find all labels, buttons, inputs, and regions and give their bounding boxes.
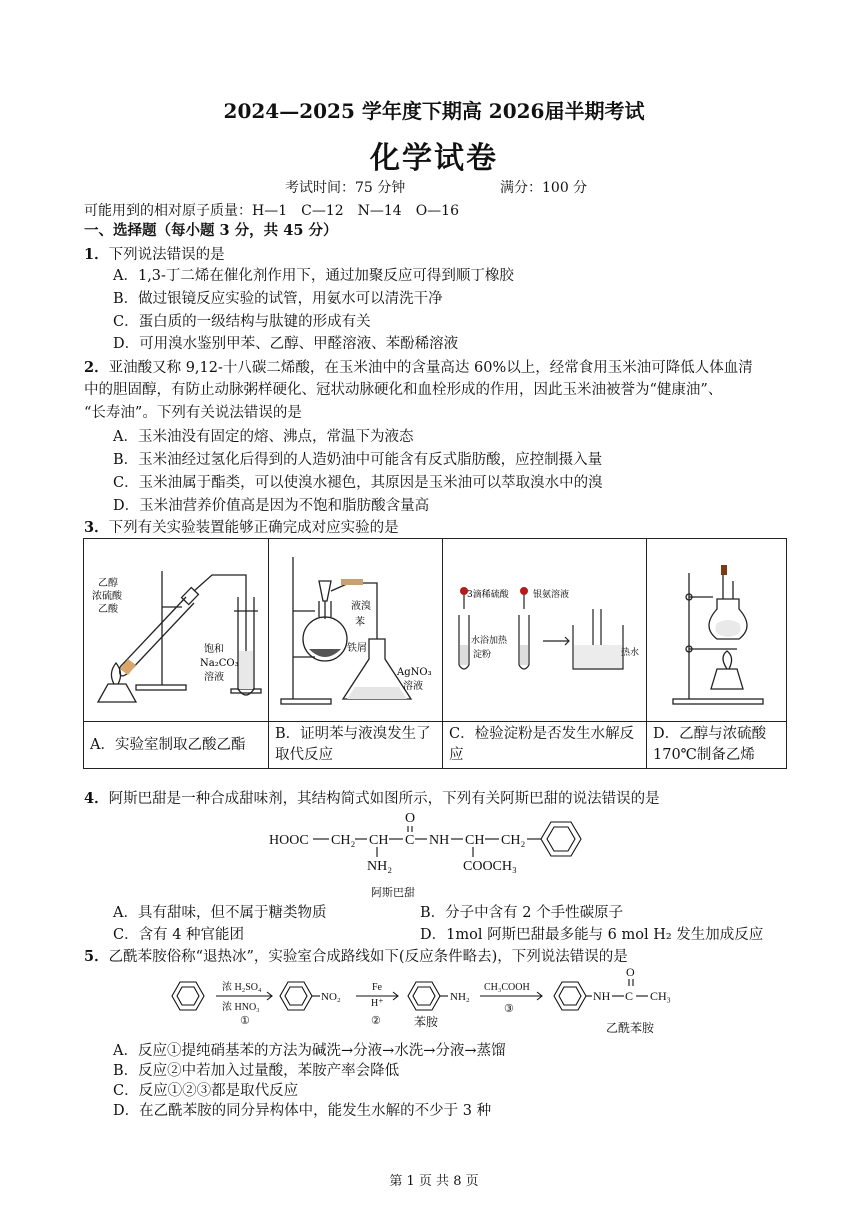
- bromination-apparatus-figure: [269, 539, 442, 721]
- question-stem: 下列说法错误的是: [108, 247, 225, 263]
- label: Na₂CO₃: [200, 658, 239, 669]
- q4-option-a: A．具有甜味，但不属于糖类物质: [113, 905, 327, 921]
- question-number: 1．: [84, 246, 109, 263]
- reagent: CH₃COOH: [484, 982, 530, 993]
- compound-name: 苯胺: [414, 1015, 439, 1029]
- label: 水浴加热: [471, 636, 508, 646]
- atom-nh2: NH₂: [367, 859, 393, 874]
- q1-option-a: A．1,3-丁二烯在催化剂作用下，通过加聚反应可得到顺丁橡胶: [113, 268, 514, 284]
- q4-option-d: D．1mol 阿斯巴甜最多能与 6 mol H₂ 发生加成反应: [420, 927, 764, 943]
- reagent: H⁺: [371, 998, 384, 1009]
- q2-option-d: D．玉米油营养价值高是因为不饱和脂肪酸含量高: [113, 498, 430, 514]
- compound-name: 乙酰苯胺: [606, 1021, 655, 1035]
- question-stem-line: 中的胆固醇，有防止动脉粥样硬化、冠状动脉硬化和血栓形成的作用，因此玉米油被誉为“健康油”、: [84, 382, 723, 398]
- label: 乙醇: [98, 578, 118, 589]
- group-nh: NH: [593, 989, 611, 1003]
- caption-a: A．实验室制取乙酸乙酯: [84, 722, 269, 769]
- label: 苯: [355, 617, 365, 628]
- question-stem: 乙酰苯胺俗称“退热冰”，实验室合成路线如下(反应条件略去)，下列说法错误的是: [108, 949, 628, 965]
- question-number: 5．: [84, 948, 109, 965]
- question-5: [84, 946, 628, 968]
- atom-hooc: HOOC: [269, 833, 309, 848]
- label: 溶液: [403, 681, 423, 692]
- structure-name: 阿斯巴甜: [371, 886, 415, 899]
- question-number: 3．: [84, 519, 109, 536]
- group-no2: NO₂: [321, 991, 341, 1003]
- reagent: 浓 HNO₃: [222, 1002, 260, 1013]
- caption-c: C．检验淀粉是否发生水解反应: [443, 722, 647, 769]
- atom-c: C: [405, 833, 415, 848]
- apparatus-d: [647, 539, 787, 722]
- q1-option-d: D．可用溴水鉴别甲苯、乙醇、甲醛溶液、苯酚稀溶液: [113, 336, 459, 352]
- question-stem-line: 亚油酸又称 9,12-十八碳二烯酸，在玉米油中的含量高达 60%以上，经常食用玉米油可降低人体血清: [108, 360, 753, 376]
- atomic-masses: 可能用到的相对原子质量：H—1 C—12 N—14 O—16: [84, 203, 459, 219]
- question-stem-line: “长寿油”。下列有关说法错误的是: [84, 405, 302, 421]
- atom-ch2: CH₂: [331, 833, 356, 848]
- question-4: [84, 788, 660, 810]
- starch-hydrolysis-figure: [443, 539, 646, 721]
- synthesis-route: [168, 966, 708, 1040]
- section-heading: 一、选择题（每小题 3 分，共 45 分）: [84, 222, 338, 239]
- step-number: ①: [240, 1015, 250, 1027]
- atom-o: O: [405, 811, 416, 826]
- q2-option-a: A．玉米油没有固定的熔、沸点，常温下为液态: [113, 429, 414, 445]
- question-1: [84, 244, 225, 266]
- label: 淀粉: [473, 650, 492, 660]
- question-number: 4．: [84, 790, 109, 807]
- label: 铁屑: [347, 643, 367, 654]
- ethylene-apparatus-figure: [647, 539, 786, 721]
- apparatus-b: [269, 539, 443, 722]
- question-stem: 阿斯巴甜是一种合成甜味剂，其结构简式如图所示，下列有关阿斯巴甜的说法错误的是: [108, 791, 660, 807]
- step-number: ②: [371, 1015, 381, 1027]
- ester-apparatus-figure: [84, 539, 268, 721]
- subject-title: 化学试卷: [370, 141, 498, 176]
- apparatus-table: [83, 538, 787, 769]
- label: 3滴稀硫酸: [467, 590, 509, 600]
- q1-option-b: B．做过银镜反应实验的试管，用氨水可以清洗干净: [113, 291, 443, 307]
- atom-ch: CH: [465, 833, 485, 848]
- label: 浓硫酸: [92, 591, 122, 602]
- aspartame-structure: [265, 810, 615, 902]
- exam-title: 2024—2025 学年度下期高 2026届半期考试: [223, 99, 645, 123]
- atom-c: C: [625, 989, 634, 1003]
- reagent: Fe: [372, 982, 382, 993]
- reagent: 浓 H₂SO₄: [222, 982, 262, 993]
- q5-option-b: B．反应②中若加入过量酸，苯胺产率会降低: [113, 1063, 400, 1079]
- caption-b: B．证明苯与液溴发生了取代反应: [269, 722, 443, 769]
- q5-option-a: A．反应①提纯硝基苯的方法为碱洗→分液→水洗→分液→蒸馏: [113, 1043, 506, 1059]
- atom-cooch3: COOCH₃: [463, 859, 517, 874]
- apparatus-c: [443, 539, 647, 722]
- q4-option-c: C．含有 4 种官能团: [113, 927, 245, 943]
- question-number: 2．: [84, 359, 109, 376]
- label: 乙酸: [98, 604, 118, 615]
- label: 热水: [621, 648, 640, 658]
- q2-option-b: B．玉米油经过氢化后得到的人造奶油中可能含有反式脂肪酸，应控制摄入量: [113, 452, 603, 468]
- step-number: ③: [504, 1003, 514, 1015]
- q4-option-b: B．分子中含有 2 个手性碳原子: [420, 905, 624, 921]
- question-2: [84, 357, 753, 379]
- label: 液溴: [351, 601, 371, 612]
- q5-option-d: D．在乙酰苯胺的同分异构体中，能发生水解的不少于 3 种: [113, 1103, 492, 1119]
- q2-option-c: C．玉米油属于酯类，可以使溴水褪色，其原因是玉米油可以萃取溴水中的溴: [113, 475, 603, 491]
- atom-ch: CH: [369, 833, 389, 848]
- label: 溶液: [204, 672, 224, 683]
- q5-option-c: C．反应①②③都是取代反应: [113, 1083, 299, 1099]
- question-3: [84, 517, 399, 539]
- apparatus-a: [84, 539, 269, 722]
- caption-d: D．乙醇与浓硫酸170℃制备乙烯: [647, 722, 787, 769]
- full-score: 满分：100 分: [500, 180, 588, 196]
- atom-nh: NH: [429, 833, 450, 848]
- group-ch3: CH₃: [650, 989, 671, 1003]
- exam-time: 考试时间：75 分钟: [285, 180, 406, 196]
- label: 饱和: [204, 644, 224, 655]
- label: AgNO₃: [397, 667, 432, 678]
- atom-ch2: CH₂: [501, 833, 526, 848]
- question-stem: 下列有关实验装置能够正确完成对应实验的是: [108, 520, 399, 536]
- label: 银氨溶液: [533, 590, 570, 600]
- page-footer: 第 1 页 共 8 页: [389, 1174, 479, 1189]
- q1-option-c: C．蛋白质的一级结构与肽键的形成有关: [113, 314, 371, 330]
- group-nh2: NH₂: [450, 991, 470, 1003]
- atom-o: O: [626, 966, 635, 979]
